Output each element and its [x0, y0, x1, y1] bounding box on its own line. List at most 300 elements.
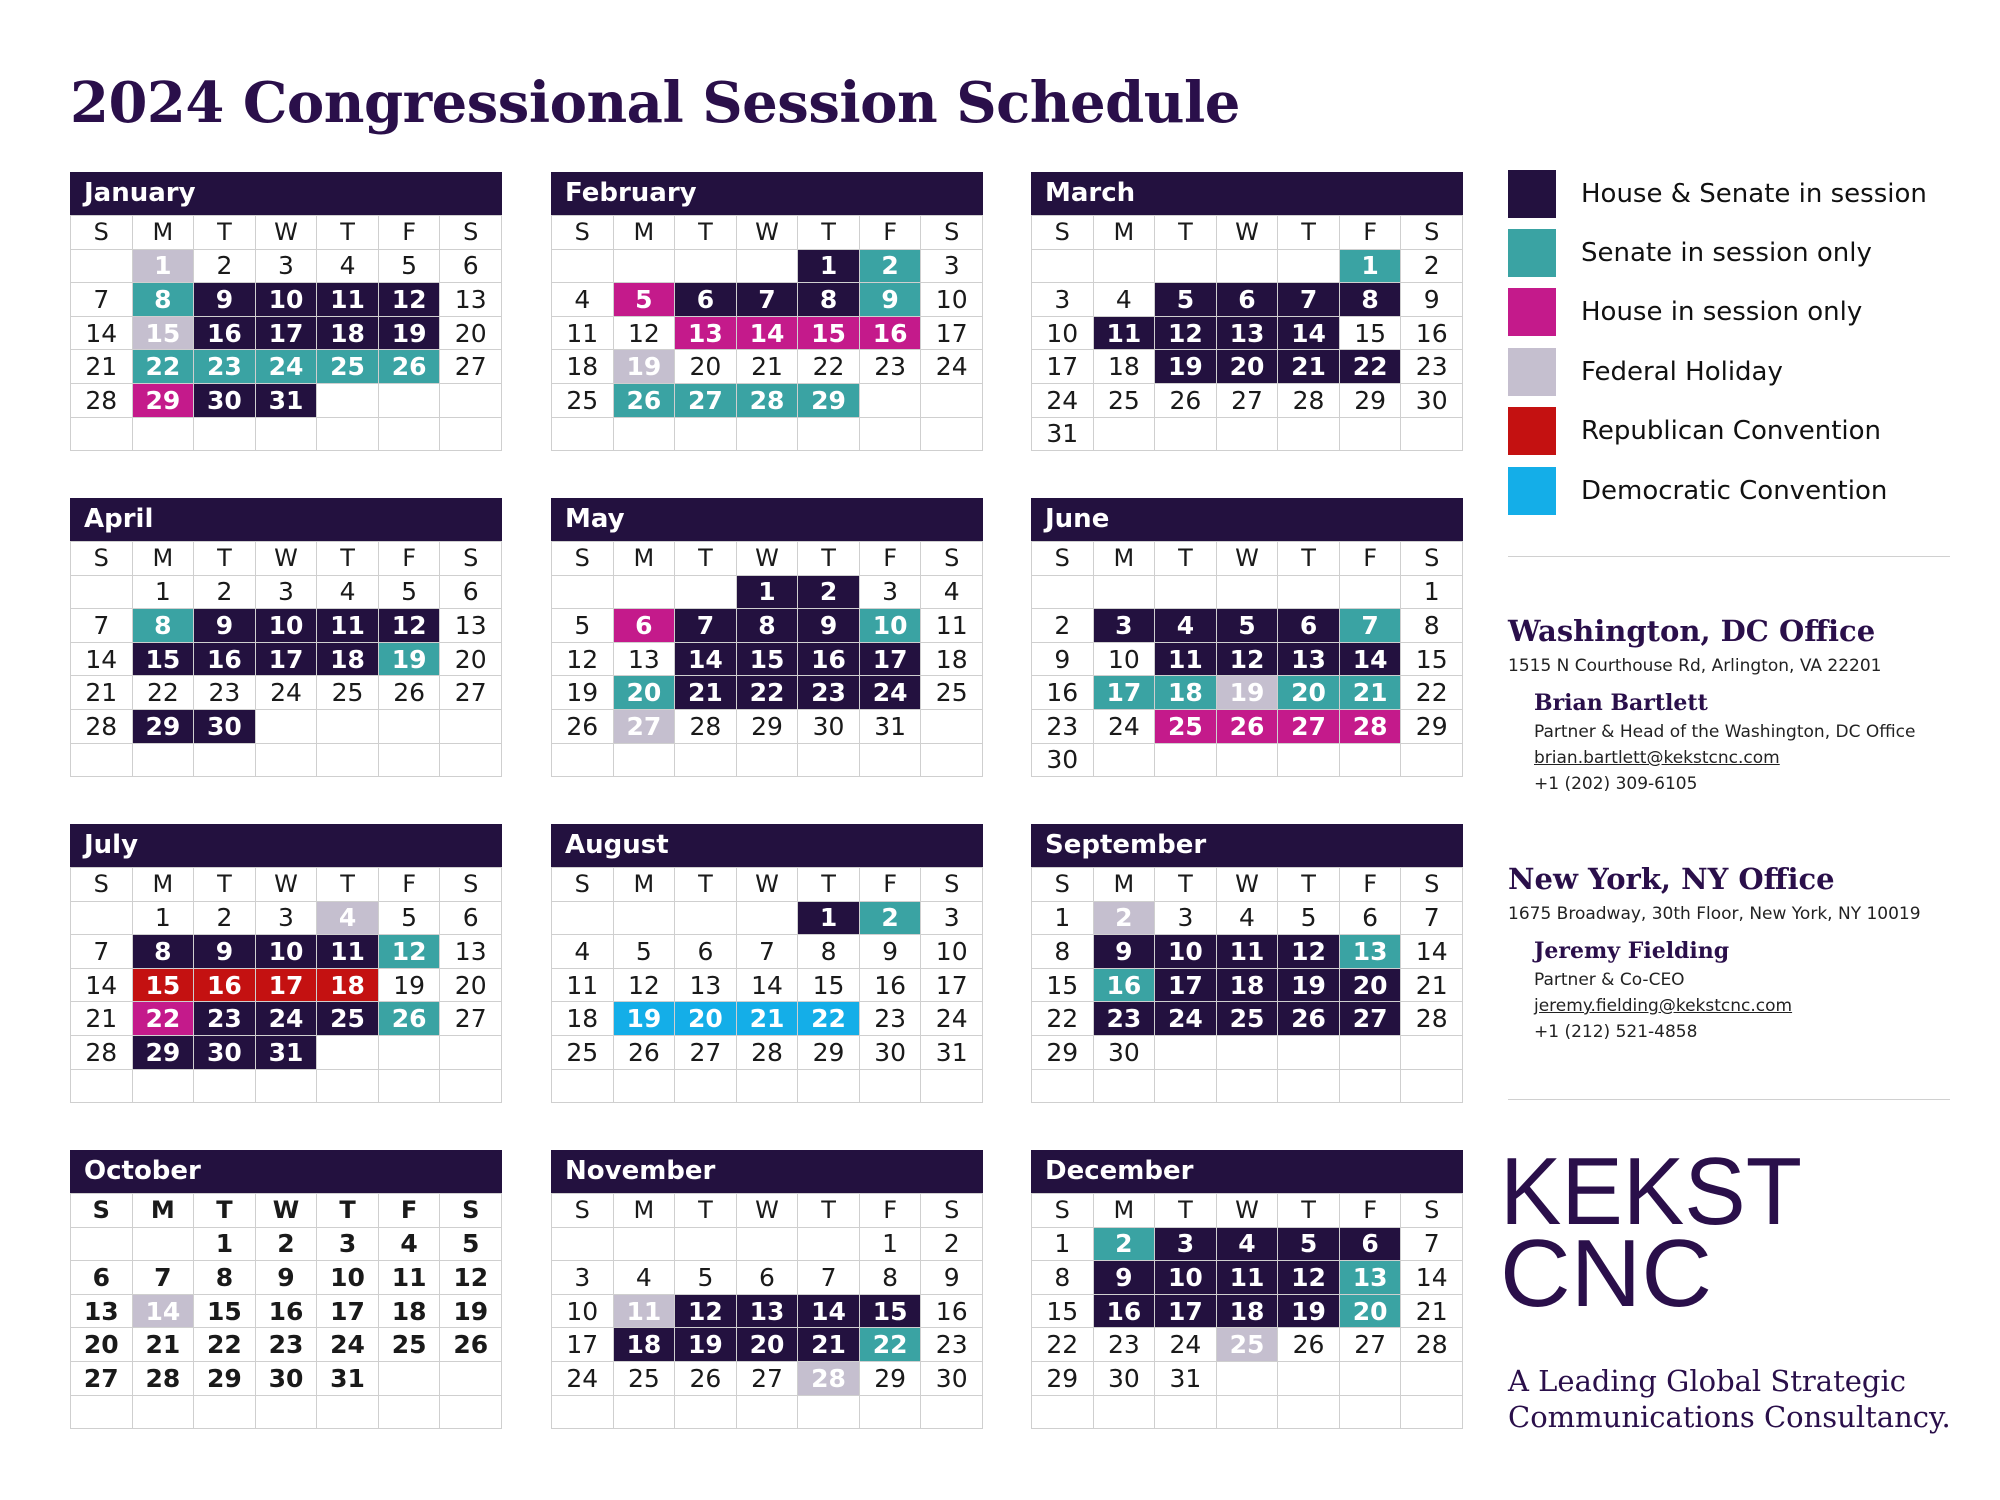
day-cell: 6 — [675, 283, 737, 317]
day-cell: 14 — [1401, 935, 1463, 969]
day-cell: 1 — [737, 576, 799, 610]
day-cell: 15 — [133, 317, 195, 351]
month-name: November — [551, 1150, 983, 1193]
legend-swatch — [1508, 288, 1556, 336]
empty-cell — [614, 576, 676, 610]
contact-name-new-york: Jeremy Fielding — [1534, 938, 1730, 964]
day-cell: 12 — [614, 317, 676, 351]
day-cell: 11 — [921, 609, 983, 643]
legend-label: Federal Holiday — [1581, 357, 1783, 387]
empty-cell — [614, 744, 676, 778]
empty-cell — [133, 1070, 195, 1104]
weekday-header: T — [317, 216, 379, 250]
empty-cell — [317, 1396, 379, 1430]
day-cell: 26 — [1278, 1328, 1340, 1362]
day-cell: 13 — [737, 1295, 799, 1329]
day-cell: 3 — [921, 250, 983, 284]
contact-phone-washington: +1 (202) 309-6105 — [1534, 774, 1698, 794]
office-address-washington: 1515 N Courthouse Rd, Arlington, VA 22201 — [1508, 656, 1882, 676]
day-cell: 18 — [379, 1295, 441, 1329]
day-cell: 30 — [194, 710, 256, 744]
day-cell: 27 — [675, 384, 737, 418]
day-cell: 12 — [614, 969, 676, 1003]
day-cell: 16 — [798, 643, 860, 677]
contact-email-new-york[interactable]: jeremy.fielding@kekstcnc.com — [1534, 996, 1793, 1016]
weekday-header: S — [440, 542, 502, 576]
empty-cell — [614, 902, 676, 936]
month-grid — [1031, 541, 1463, 777]
day-cell: 24 — [1155, 1002, 1217, 1036]
day-cell: 2 — [194, 250, 256, 284]
day-cell: 21 — [1401, 1295, 1463, 1329]
day-cell: 13 — [1340, 1261, 1402, 1295]
day-cell: 10 — [1094, 643, 1156, 677]
day-cell: 26 — [1278, 1002, 1340, 1036]
day-cell: 12 — [552, 643, 614, 677]
day-cell: 13 — [440, 935, 502, 969]
empty-cell — [440, 384, 502, 418]
day-cell: 4 — [1217, 902, 1279, 936]
empty-cell — [921, 744, 983, 778]
empty-cell — [1278, 418, 1340, 452]
day-cell: 4 — [552, 935, 614, 969]
day-cell: 9 — [798, 609, 860, 643]
day-cell: 12 — [379, 283, 441, 317]
empty-cell — [133, 418, 195, 452]
weekday-header: T — [194, 542, 256, 576]
day-cell: 30 — [1094, 1362, 1156, 1396]
day-cell: 3 — [1155, 902, 1217, 936]
weekday-header: S — [921, 542, 983, 576]
day-cell: 14 — [737, 317, 799, 351]
weekday-header: T — [1155, 216, 1217, 250]
day-cell: 15 — [133, 643, 195, 677]
empty-cell — [1340, 418, 1402, 452]
day-cell: 12 — [1155, 317, 1217, 351]
day-cell: 20 — [71, 1328, 133, 1362]
empty-cell — [317, 384, 379, 418]
weekday-header: S — [440, 868, 502, 902]
day-cell: 6 — [614, 609, 676, 643]
day-cell: 17 — [921, 969, 983, 1003]
empty-cell — [71, 250, 133, 284]
day-cell: 28 — [1340, 710, 1402, 744]
day-cell: 21 — [71, 350, 133, 384]
day-cell: 2 — [1094, 902, 1156, 936]
empty-cell — [921, 1396, 983, 1430]
day-cell: 10 — [552, 1295, 614, 1329]
day-cell: 27 — [440, 676, 502, 710]
day-cell: 22 — [1340, 350, 1402, 384]
day-cell: 27 — [1217, 384, 1279, 418]
day-cell: 4 — [317, 902, 379, 936]
empty-cell — [379, 710, 441, 744]
contact-name-washington: Brian Bartlett — [1534, 690, 1708, 716]
day-cell: 7 — [71, 283, 133, 317]
month-grid — [1031, 867, 1463, 1103]
day-cell: 16 — [194, 969, 256, 1003]
day-cell: 2 — [1401, 250, 1463, 284]
weekday-header: M — [133, 542, 195, 576]
weekday-header: T — [675, 1194, 737, 1228]
day-cell: 31 — [1032, 418, 1094, 452]
empty-cell — [440, 744, 502, 778]
day-cell: 29 — [133, 384, 195, 418]
day-cell: 22 — [133, 350, 195, 384]
day-cell: 12 — [675, 1295, 737, 1329]
day-cell: 22 — [133, 676, 195, 710]
day-cell: 27 — [1278, 710, 1340, 744]
day-cell: 26 — [379, 676, 441, 710]
weekday-header: T — [675, 868, 737, 902]
empty-cell — [860, 744, 922, 778]
day-cell: 3 — [860, 576, 922, 610]
empty-cell — [194, 1396, 256, 1430]
empty-cell — [1401, 1396, 1463, 1430]
day-cell: 18 — [1217, 969, 1279, 1003]
month-grid — [70, 867, 502, 1103]
weekday-header: T — [317, 542, 379, 576]
day-cell: 3 — [1155, 1228, 1217, 1262]
legend-item-democratic-convention — [1508, 467, 1887, 515]
day-cell: 19 — [379, 317, 441, 351]
weekday-header: S — [440, 216, 502, 250]
empty-cell — [1155, 1070, 1217, 1104]
empty-cell — [1278, 576, 1340, 610]
day-cell: 17 — [552, 1328, 614, 1362]
empty-cell — [194, 1070, 256, 1104]
day-cell: 14 — [71, 317, 133, 351]
day-cell: 24 — [921, 1002, 983, 1036]
day-cell: 25 — [1155, 710, 1217, 744]
day-cell: 17 — [1155, 1295, 1217, 1329]
weekday-header: T — [317, 868, 379, 902]
month-april — [70, 498, 502, 777]
day-cell: 4 — [317, 250, 379, 284]
day-cell: 21 — [1401, 969, 1463, 1003]
day-cell: 22 — [1032, 1328, 1094, 1362]
day-cell: 8 — [860, 1261, 922, 1295]
day-cell: 11 — [552, 317, 614, 351]
weekday-header: T — [1278, 868, 1340, 902]
day-cell: 26 — [379, 1002, 441, 1036]
empty-cell — [379, 384, 441, 418]
day-cell: 5 — [379, 576, 441, 610]
day-cell: 20 — [1278, 676, 1340, 710]
weekday-header: T — [194, 1194, 256, 1228]
day-cell: 17 — [256, 643, 318, 677]
day-cell: 15 — [860, 1295, 922, 1329]
day-cell: 24 — [921, 350, 983, 384]
empty-cell — [1340, 1396, 1402, 1430]
day-cell: 21 — [675, 676, 737, 710]
day-cell: 25 — [614, 1362, 676, 1396]
empty-cell — [1094, 576, 1156, 610]
empty-cell — [1155, 576, 1217, 610]
day-cell: 10 — [1032, 317, 1094, 351]
day-cell: 21 — [737, 1002, 799, 1036]
legend-label: Democratic Convention — [1581, 476, 1888, 506]
day-cell: 12 — [379, 935, 441, 969]
day-cell: 28 — [1401, 1002, 1463, 1036]
day-cell: 27 — [440, 1002, 502, 1036]
day-cell: 1 — [194, 1228, 256, 1262]
day-cell: 25 — [1217, 1328, 1279, 1362]
weekday-header: W — [256, 1194, 318, 1228]
day-cell: 22 — [1401, 676, 1463, 710]
empty-cell — [71, 902, 133, 936]
day-cell: 19 — [1278, 1295, 1340, 1329]
day-cell: 3 — [1094, 609, 1156, 643]
day-cell: 20 — [440, 317, 502, 351]
day-cell: 3 — [317, 1228, 379, 1262]
office-address-new-york: 1675 Broadway, 30th Floor, New York, NY 10019 — [1508, 904, 1921, 924]
empty-cell — [552, 576, 614, 610]
day-cell: 15 — [1340, 317, 1402, 351]
legend-item-republican-convention — [1508, 407, 1881, 455]
day-cell: 14 — [1401, 1261, 1463, 1295]
weekday-header: F — [860, 542, 922, 576]
month-name: March — [1031, 172, 1463, 215]
empty-cell — [379, 1070, 441, 1104]
weekday-header: T — [1155, 1194, 1217, 1228]
day-cell: 20 — [440, 969, 502, 1003]
day-cell: 28 — [71, 384, 133, 418]
empty-cell — [256, 744, 318, 778]
day-cell: 31 — [317, 1362, 379, 1396]
day-cell: 23 — [194, 350, 256, 384]
weekday-header: T — [1278, 216, 1340, 250]
day-cell: 2 — [798, 576, 860, 610]
empty-cell — [675, 576, 737, 610]
empty-cell — [1094, 1396, 1156, 1430]
day-cell: 9 — [1094, 935, 1156, 969]
empty-cell — [71, 744, 133, 778]
day-cell: 8 — [1032, 935, 1094, 969]
day-cell: 30 — [860, 1036, 922, 1070]
day-cell: 17 — [921, 317, 983, 351]
weekday-header: T — [798, 542, 860, 576]
day-cell: 1 — [860, 1228, 922, 1262]
weekday-header: S — [921, 1194, 983, 1228]
day-cell: 9 — [1032, 643, 1094, 677]
legend-label: Republican Convention — [1581, 416, 1882, 446]
day-cell: 18 — [317, 969, 379, 1003]
day-cell: 22 — [860, 1328, 922, 1362]
weekday-header: T — [1155, 868, 1217, 902]
empty-cell — [860, 384, 922, 418]
day-cell: 16 — [194, 643, 256, 677]
day-cell: 31 — [256, 1036, 318, 1070]
month-name: August — [551, 824, 983, 867]
day-cell: 7 — [71, 935, 133, 969]
weekday-header: F — [860, 868, 922, 902]
day-cell: 21 — [71, 1002, 133, 1036]
day-cell: 15 — [133, 969, 195, 1003]
empty-cell — [440, 1036, 502, 1070]
day-cell: 11 — [317, 935, 379, 969]
empty-cell — [552, 250, 614, 284]
day-cell: 13 — [1278, 643, 1340, 677]
weekday-header: S — [1401, 216, 1463, 250]
day-cell: 25 — [1217, 1002, 1279, 1036]
day-cell: 19 — [440, 1295, 502, 1329]
logo-line-2: CNC — [1500, 1220, 1712, 1317]
day-cell: 26 — [614, 384, 676, 418]
empty-cell — [1278, 744, 1340, 778]
month-grid — [1031, 1193, 1463, 1429]
weekday-header: W — [1217, 1194, 1279, 1228]
day-cell: 29 — [1032, 1362, 1094, 1396]
divider — [1508, 556, 1950, 557]
day-cell: 15 — [1032, 969, 1094, 1003]
day-cell: 11 — [614, 1295, 676, 1329]
weekday-header: W — [256, 216, 318, 250]
day-cell: 29 — [194, 1362, 256, 1396]
empty-cell — [1032, 250, 1094, 284]
month-name: January — [70, 172, 502, 215]
day-cell: 15 — [1032, 1295, 1094, 1329]
day-cell: 7 — [1278, 283, 1340, 317]
day-cell: 15 — [1401, 643, 1463, 677]
day-cell: 5 — [614, 935, 676, 969]
day-cell: 14 — [71, 969, 133, 1003]
contact-email-washington[interactable]: brian.bartlett@kekstcnc.com — [1534, 748, 1780, 768]
weekday-header: M — [133, 868, 195, 902]
weekday-header: W — [256, 542, 318, 576]
day-cell: 13 — [440, 609, 502, 643]
day-cell: 8 — [194, 1261, 256, 1295]
weekday-header: W — [737, 868, 799, 902]
day-cell: 26 — [379, 350, 441, 384]
day-cell: 5 — [440, 1228, 502, 1262]
month-name: October — [70, 1150, 502, 1193]
day-cell: 10 — [256, 935, 318, 969]
day-cell: 1 — [133, 902, 195, 936]
day-cell: 11 — [317, 609, 379, 643]
weekday-header: T — [675, 216, 737, 250]
weekday-header: S — [921, 216, 983, 250]
day-cell: 28 — [71, 710, 133, 744]
empty-cell — [1155, 418, 1217, 452]
tagline-line-1: A Leading Global Strategic — [1508, 1364, 1906, 1398]
day-cell: 24 — [256, 1002, 318, 1036]
day-cell: 9 — [194, 609, 256, 643]
day-cell: 22 — [798, 1002, 860, 1036]
day-cell: 21 — [737, 350, 799, 384]
empty-cell — [379, 418, 441, 452]
empty-cell — [440, 710, 502, 744]
empty-cell — [921, 1070, 983, 1104]
empty-cell — [194, 744, 256, 778]
day-cell: 2 — [194, 902, 256, 936]
legend-swatch — [1508, 170, 1556, 218]
empty-cell — [1278, 1396, 1340, 1430]
day-cell: 18 — [1217, 1295, 1279, 1329]
weekday-header: M — [1094, 216, 1156, 250]
empty-cell — [737, 1228, 799, 1262]
day-cell: 29 — [133, 1036, 195, 1070]
empty-cell — [1094, 418, 1156, 452]
empty-cell — [256, 710, 318, 744]
month-september — [1031, 824, 1463, 1103]
empty-cell — [440, 1396, 502, 1430]
weekday-header: F — [379, 542, 441, 576]
empty-cell — [1340, 1362, 1402, 1396]
empty-cell — [614, 250, 676, 284]
day-cell: 11 — [552, 969, 614, 1003]
empty-cell — [71, 1070, 133, 1104]
day-cell: 28 — [71, 1036, 133, 1070]
day-cell: 15 — [194, 1295, 256, 1329]
day-cell: 27 — [1340, 1328, 1402, 1362]
day-cell: 3 — [256, 250, 318, 284]
month-august — [551, 824, 983, 1103]
day-cell: 23 — [1401, 350, 1463, 384]
empty-cell — [675, 250, 737, 284]
empty-cell — [675, 902, 737, 936]
empty-cell — [798, 744, 860, 778]
day-cell: 6 — [440, 902, 502, 936]
weekday-header: S — [552, 216, 614, 250]
empty-cell — [440, 418, 502, 452]
empty-cell — [133, 744, 195, 778]
day-cell: 15 — [798, 969, 860, 1003]
day-cell: 5 — [379, 902, 441, 936]
weekday-header: T — [194, 868, 256, 902]
day-cell: 25 — [317, 1002, 379, 1036]
day-cell: 25 — [317, 350, 379, 384]
day-cell: 3 — [256, 902, 318, 936]
logo-line-1: KEKST — [1500, 1142, 1802, 1245]
weekday-header: T — [1278, 542, 1340, 576]
day-cell: 7 — [1340, 609, 1402, 643]
day-cell: 18 — [552, 350, 614, 384]
day-cell: 13 — [675, 317, 737, 351]
empty-cell — [1217, 1396, 1279, 1430]
empty-cell — [1217, 418, 1279, 452]
day-cell: 7 — [133, 1261, 195, 1295]
day-cell: 20 — [675, 350, 737, 384]
month-march — [1031, 172, 1463, 451]
day-cell: 10 — [921, 935, 983, 969]
day-cell: 20 — [1217, 350, 1279, 384]
day-cell: 27 — [675, 1036, 737, 1070]
day-cell: 30 — [1401, 384, 1463, 418]
day-cell: 9 — [194, 283, 256, 317]
empty-cell — [860, 1070, 922, 1104]
day-cell: 11 — [1217, 935, 1279, 969]
day-cell: 23 — [1032, 710, 1094, 744]
day-cell: 29 — [1401, 710, 1463, 744]
day-cell: 5 — [1278, 902, 1340, 936]
day-cell: 19 — [1155, 350, 1217, 384]
day-cell: 2 — [1032, 609, 1094, 643]
day-cell: 21 — [1340, 676, 1402, 710]
empty-cell — [798, 1228, 860, 1262]
contact-role-new-york: Partner & Co-CEO — [1534, 970, 1685, 990]
day-cell: 16 — [1094, 969, 1156, 1003]
day-cell: 5 — [614, 283, 676, 317]
day-cell: 24 — [1094, 710, 1156, 744]
legend-swatch — [1508, 348, 1556, 396]
weekday-header: M — [133, 1194, 195, 1228]
day-cell: 19 — [1217, 676, 1279, 710]
day-cell: 28 — [1278, 384, 1340, 418]
day-cell: 10 — [256, 283, 318, 317]
empty-cell — [737, 418, 799, 452]
weekday-header: M — [614, 1194, 676, 1228]
